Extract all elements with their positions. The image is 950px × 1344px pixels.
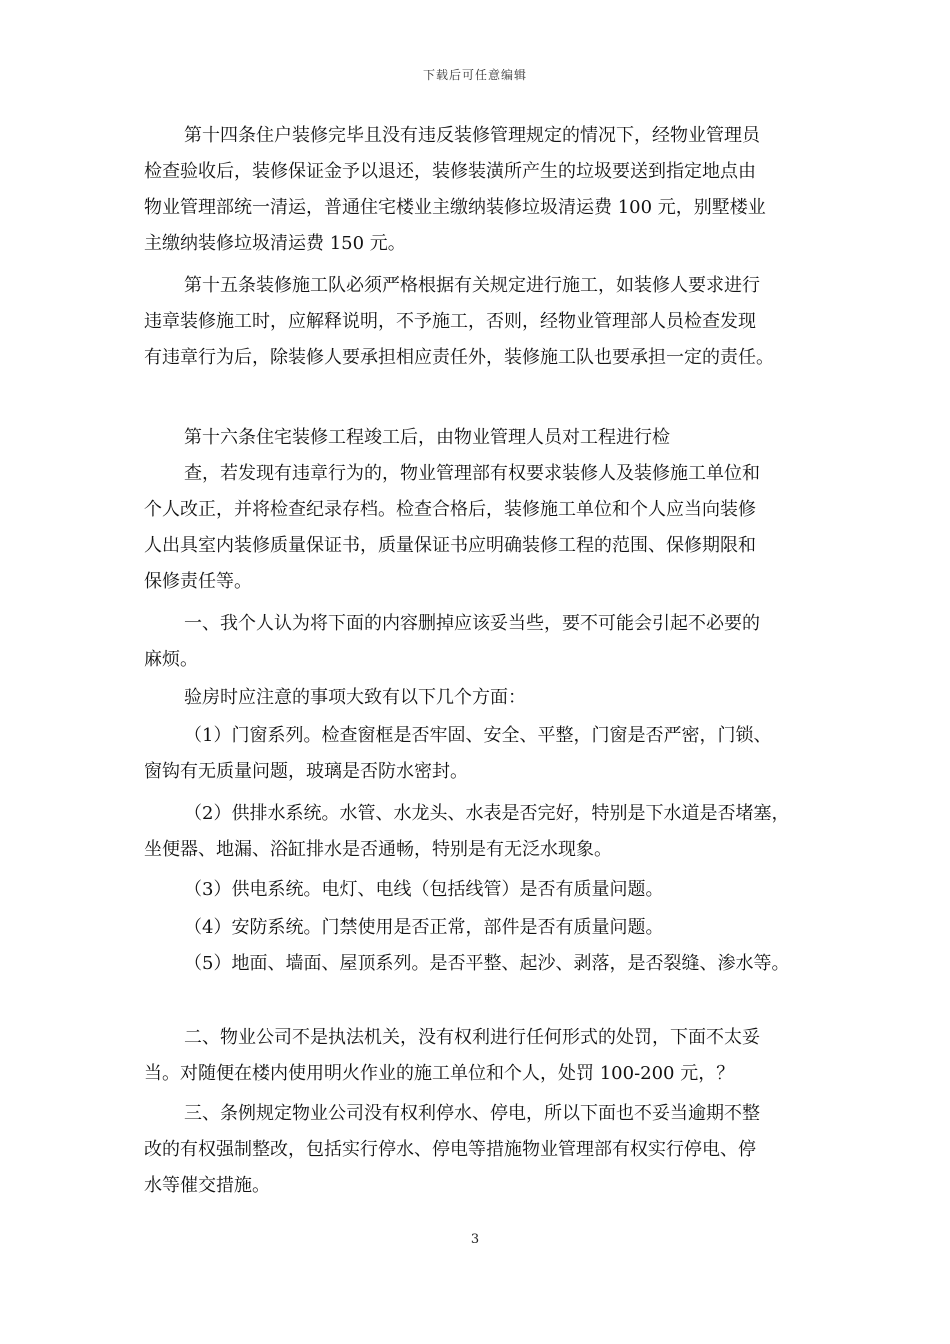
text-line: 个人改正，并将检查纪录存档。检查合格后，装修施工单位和个人应当向装修 <box>144 499 756 520</box>
text-line: 检查验收后，装修保证金予以退还，装修装潢所产生的垃圾要送到指定地点由 <box>144 161 756 182</box>
list-item-floor-wall-roof <box>144 946 824 982</box>
list-item-power-system <box>144 872 824 908</box>
paragraph-inspection-intro <box>144 680 824 716</box>
text-line: 窗钩有无质量问题，玻璃是否防水密封。 <box>144 761 468 782</box>
text-line: 改的有权强制整改，包括实行停水、停电等措施物业管理部有权实行停电、停 <box>144 1139 756 1160</box>
text-line: 查，若发现有违章行为的，物业管理部有权要求装修人及装修施工单位和 <box>184 463 760 484</box>
text-line: 验房时应注意的事项大致有以下几个方面： <box>184 687 526 708</box>
text-line: 三、条例规定物业公司没有权利停水、停电，所以下面也不妥当逾期不整 <box>184 1103 760 1124</box>
text-line: （5）地面、墙面、屋顶系列。是否平整、起沙、剥落，是否裂缝、渗水等。 <box>184 953 790 974</box>
paragraph-article-14 <box>144 118 824 262</box>
paragraph-comment-two <box>144 1020 824 1092</box>
text-line: 物业管理部统一清运，普通住宅楼业主缴纳装修垃圾清运费 100 元，别墅楼业 <box>144 197 766 218</box>
text-line: 第十六条住宅装修工程竣工后，由物业管理人员对工程进行检 <box>184 427 670 448</box>
text-line: 人出具室内装修质量保证书，质量保证书应明确装修工程的范围、保修期限和 <box>144 535 756 556</box>
text-line: 一、我个人认为将下面的内容删掉应该妥当些，要不可能会引起不必要的 <box>184 613 760 634</box>
list-item-doors-windows <box>144 718 824 790</box>
text-line: 违章装修施工时，应解释说明，不予施工，否则，经物业管理部人员检查发现 <box>144 311 756 332</box>
text-line: 麻烦。 <box>144 649 198 670</box>
text-line: 有违章行为后，除装修人要承担相应责任外，装修施工队也要承担一定的责任。 <box>144 347 774 368</box>
text-line: 第十四条住户装修完毕且没有违反装修管理规定的情况下，经物业管理员 <box>184 125 760 146</box>
paragraph-article-16 <box>144 420 824 600</box>
text-line: （2）供排水系统。水管、水龙头、水表是否完好，特别是下水道是否堵塞， <box>184 803 790 824</box>
text-line: 主缴纳装修垃圾清运费 150 元。 <box>144 233 406 254</box>
page-number: 3 <box>470 1232 480 1247</box>
text-line: 坐便器、地漏、浴缸排水是否通畅，特别是有无泛水现象。 <box>144 839 612 860</box>
text-line: （3）供电系统。电灯、电线（包括线管）是否有质量问题。 <box>184 879 664 900</box>
text-line: 水等催交措施。 <box>144 1175 270 1196</box>
paragraph-comment-three <box>144 1096 824 1204</box>
page-header: 下载后可任意编辑 <box>422 68 527 82</box>
list-item-security-system <box>144 910 824 946</box>
text-line: 二、物业公司不是执法机关，没有权利进行任何形式的处罚，下面不太妥 <box>184 1027 760 1048</box>
text-line: 第十五条装修施工队必须严格根据有关规定进行施工，如装修人要求进行 <box>184 275 760 296</box>
paragraph-comment-one <box>144 606 824 678</box>
text-line: （4）安防系统。门禁使用是否正常，部件是否有质量问题。 <box>184 917 664 938</box>
paragraph-article-15 <box>144 268 824 376</box>
text-line: 保修责任等。 <box>144 571 252 592</box>
text-line: （1）门窗系列。检查窗框是否牢固、安全、平整，门窗是否严密，门锁、 <box>184 725 772 746</box>
list-item-water-system <box>144 796 824 868</box>
text-line: 当。对随便在楼内使用明火作业的施工单位和个人，处罚 100-200 元，？ <box>144 1063 735 1084</box>
